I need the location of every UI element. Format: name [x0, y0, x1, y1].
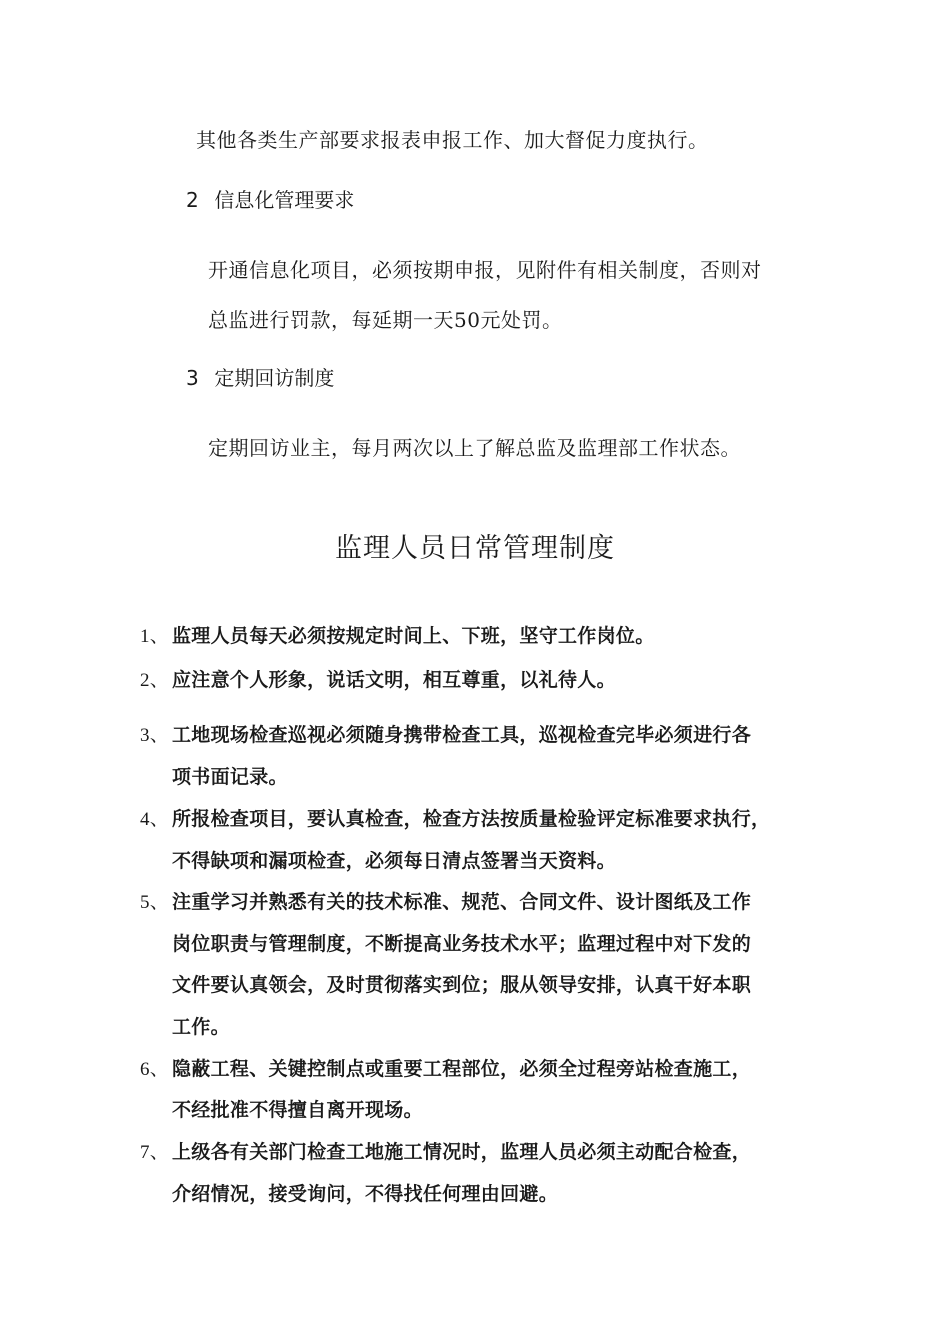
intro-paragraph: 其他各类生产部要求报表申报工作、加大督促力度执行。: [196, 128, 709, 152]
rule-text: 所报检查项目，要认真检查，检查方法按质量检验评定标准要求执行，: [172, 808, 771, 830]
section-3-heading: [186, 362, 334, 391]
section-3-number: 3: [186, 366, 199, 390]
rule-text: 监理人员每天必须按规定时间上、下班，坚守工作岗位。: [172, 625, 655, 647]
rule-number: 7、: [140, 1142, 170, 1163]
section-2-title: 信息化管理要求: [214, 188, 355, 212]
rule-text: 不得缺项和漏项检查，必须每日清点签署当天资料。: [172, 850, 616, 872]
rule-text: 工地现场检查巡视必须随身携带检查工具，巡视检查完毕必须进行各: [172, 724, 752, 746]
rule-text: 文件要认真领会，及时贯彻落实到位；服从领导安排，认真干好本职: [172, 974, 752, 996]
document-title: 监理人员日常管理制度: [335, 533, 615, 564]
rule-text: 不经批准不得擅自离开现场。: [172, 1099, 423, 1121]
rule-number: 3、: [140, 725, 170, 746]
section-2-number: 2: [186, 188, 199, 212]
rule-text: 注重学习并熟悉有关的技术标准、规范、合同文件、设计图纸及工作: [172, 891, 752, 913]
section-3-line-1: 定期回访业主，每月两次以上了解总监及监理部工作状态。: [208, 436, 741, 460]
rule-text: 介绍情况，接受询问，不得找任何理由回避。: [172, 1183, 559, 1205]
rule-number: 1、: [140, 626, 170, 647]
rule-number: 2、: [140, 670, 170, 691]
rule-text: 隐蔽工程、关键控制点或重要工程部位，必须全过程旁站检查施工，: [172, 1058, 752, 1080]
rule-number: 5、: [140, 892, 170, 913]
rule-text: 项书面记录。: [172, 766, 288, 788]
rule-text: 应注意个人形象，说话文明，相互尊重，以礼待人。: [172, 669, 616, 691]
rule-text: 上级各有关部门检查工地施工情况时，监理人员必须主动配合检查，: [172, 1141, 752, 1163]
rule-number: 4、: [140, 809, 170, 830]
rule-text: 工作。: [172, 1016, 230, 1038]
section-2-line-2: 总监进行罚款，每延期一天50元处罚。: [208, 308, 563, 332]
rule-text: 岗位职责与管理制度，不断提高业务技术水平；监理过程中对下发的: [172, 933, 752, 955]
section-3-title: 定期回访制度: [214, 366, 335, 390]
section-2-line-1: 开通信息化项目，必须按期申报，见附件有相关制度，否则对: [208, 258, 762, 282]
rule-number: 6、: [140, 1059, 170, 1080]
section-2-heading: [186, 184, 354, 213]
